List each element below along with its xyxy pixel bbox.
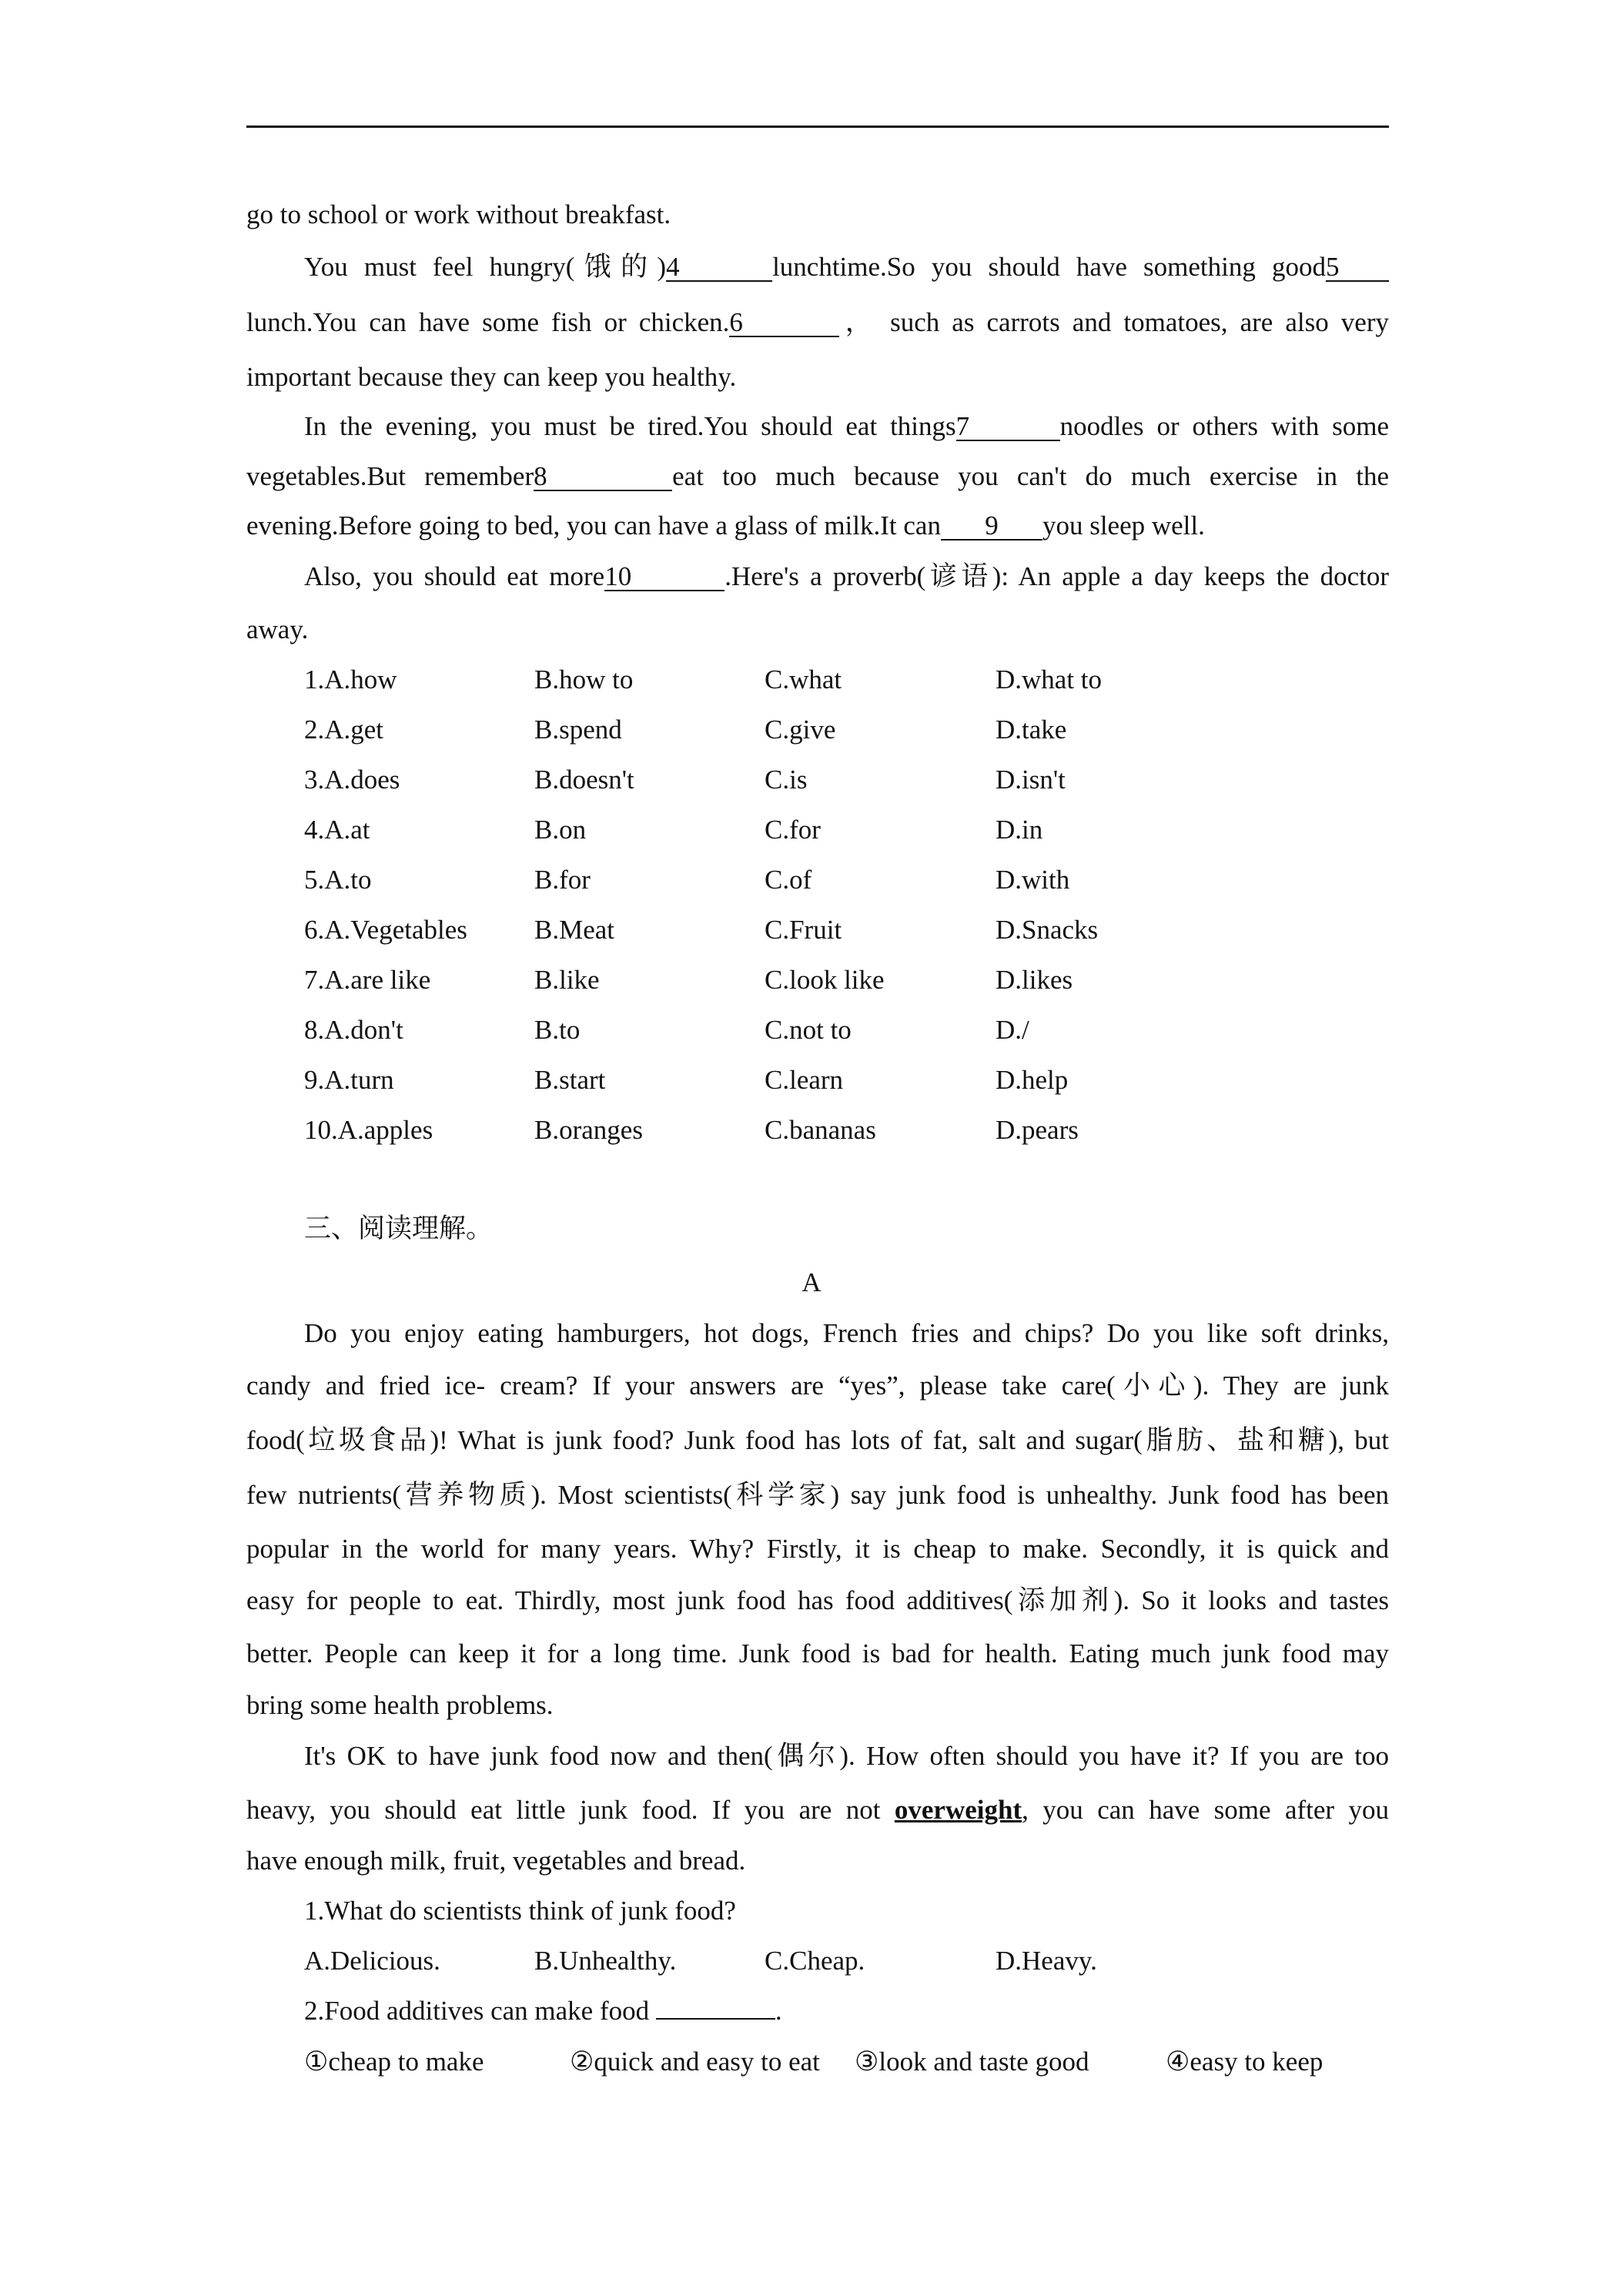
option-text: C.bananas [765, 1115, 876, 1145]
option-text: B.how to [534, 664, 634, 694]
option-text: B.start [534, 1065, 606, 1095]
option-text: C.Fruit [765, 915, 842, 945]
passage-line: go to school or work without breakfast. [246, 199, 671, 229]
question-2-option: ④easy to keep [1166, 2047, 1323, 2077]
passage-line: candy and fried ice- cream? If your answers are “yes”, please take care(小心). They are junk [246, 1371, 1389, 1401]
option-text: B.Meat [534, 915, 615, 945]
option-text: 8.A.don't [304, 1015, 403, 1045]
text: ， such as carrots and tomatoes, are also very [839, 307, 1389, 337]
option-text: B.oranges [534, 1115, 643, 1145]
passage-line [246, 508, 1205, 544]
question-2-option: ②quick and easy to eat [570, 2047, 820, 2077]
text: lunchtime.So you should have something good [772, 252, 1326, 282]
option-text: 10.A.apples [304, 1115, 433, 1145]
option-text: 9.A.turn [304, 1065, 394, 1095]
option-text: D.likes [996, 965, 1073, 995]
option-text: C.what [765, 664, 842, 694]
option-text: D.with [996, 865, 1070, 895]
text: vegetables.But remember [246, 461, 534, 491]
answer-blank [656, 2018, 775, 2020]
passage-line: better. People can keep it for a long time. Junk food is bad for health. Eating much junk food may [246, 1638, 1389, 1668]
passage-line: It's OK to have junk food now and then(偶尔). How often should you have it? If you are too [304, 1741, 1389, 1771]
passage-line: food(垃圾食品)! What is junk food? Junk food has lots of fat, salt and sugar(脂肪、盐和糖), but [246, 1425, 1389, 1455]
text: lunch.You can have some fish or chicken. [246, 307, 730, 337]
option-text: C.is [765, 765, 808, 795]
passage-line [246, 1792, 1389, 1828]
passage-line: away. [246, 614, 309, 644]
passage-line [304, 249, 1389, 285]
option-text: B.on [534, 815, 587, 845]
option-text: 7.A.are like [304, 965, 431, 995]
option-text: D./ [996, 1015, 1029, 1045]
blank-7: 7 [956, 413, 1060, 441]
option-text: B.for [534, 865, 591, 895]
text: eat too much because you can't do much exercise in the [672, 461, 1389, 491]
underlined-word: overweight [894, 1795, 1022, 1825]
text: You must feel hungry(饿的) [304, 252, 667, 282]
option-text: C.of [765, 865, 812, 895]
option-text: 2.A.get [304, 715, 384, 745]
header-rule [246, 126, 1389, 128]
passage-line: easy for people to eat. Thirdly, most junk food has food additives(添加剂). So it looks and tastes [246, 1585, 1389, 1615]
option-text: C.give [765, 715, 836, 745]
option-text: C.look like [765, 965, 885, 995]
passage-line: few nutrients(营养物质). Most scientists(科学家) say junk food is unhealthy. Junk food has been [246, 1480, 1389, 1510]
passage-line: have enough milk, fruit, vegetables and bread. [246, 1846, 746, 1876]
option-text: B.like [534, 965, 600, 995]
option-text: D.pears [996, 1115, 1079, 1145]
question-2 [304, 1993, 782, 2029]
text: Also, you should eat more [304, 561, 605, 591]
passage-title: A [801, 1267, 822, 1297]
blank-8: 8 [534, 464, 672, 491]
text: In the evening, you must be tired.You should eat things [304, 411, 956, 441]
question-1-option: C.Cheap. [765, 1946, 865, 1976]
passage-line: Do you enjoy eating hamburgers, hot dogs, French fries and chips? Do you like soft drinks, [304, 1318, 1389, 1348]
blank-10: 10 [604, 564, 724, 591]
option-text: D.what to [996, 664, 1103, 694]
question-2-option: ①cheap to make [304, 2047, 484, 2077]
option-text: B.doesn't [534, 765, 634, 795]
option-text: B.to [534, 1015, 581, 1045]
passage-line [246, 459, 1389, 494]
text: noodles or others with some [1059, 411, 1389, 441]
passage-line [304, 409, 1389, 444]
option-text: 3.A.does [304, 765, 400, 795]
option-text: C.learn [765, 1065, 844, 1095]
option-text: 1.A.how [304, 664, 397, 694]
option-text: D.take [996, 715, 1067, 745]
option-text: 6.A.Vegetables [304, 915, 467, 945]
text: evening.Before going to bed, you can have a glass of milk.It can [246, 510, 941, 541]
blank-9: 9 [941, 513, 1042, 541]
text: heavy, you should eat little junk food. If you are not [246, 1795, 881, 1825]
option-text: D.help [996, 1065, 1069, 1095]
option-text: C.for [765, 815, 821, 845]
option-text: D.isn't [996, 765, 1066, 795]
blank-5: 5 [1326, 254, 1389, 282]
question-1-option: A.Delicious. [304, 1946, 440, 1976]
question-2-option: ③look and taste good [855, 2047, 1089, 2077]
passage-line: popular in the world for many years. Why? Firstly, it is cheap to make. Secondly, it is quick and [246, 1534, 1389, 1564]
blank-6: 6 [729, 310, 839, 337]
passage-line [304, 559, 1389, 594]
question-1-option: B.Unhealthy. [534, 1946, 677, 1976]
blank-4: 4 [666, 254, 772, 282]
text: you sleep well. [1042, 510, 1205, 541]
question-1: 1.What do scientists think of junk food? [304, 1896, 736, 1926]
passage-line: bring some health problems. [246, 1690, 554, 1720]
option-text: D.in [996, 815, 1043, 845]
passage-line: important because they can keep you healthy. [246, 362, 737, 392]
option-text: B.spend [534, 715, 622, 745]
text: 2.Food additives can make food [304, 1996, 650, 2026]
question-1-option: D.Heavy. [996, 1946, 1097, 1976]
text: .Here's a proverb(谚语): An apple a day keeps the doctor [724, 561, 1389, 591]
option-text: 4.A.at [304, 815, 370, 845]
text: . [775, 1996, 782, 2026]
text: , you can have some after you [1022, 1795, 1390, 1825]
option-text: D.Snacks [996, 915, 1099, 945]
section-heading: 三、阅读理解。 [304, 1213, 494, 1243]
passage-line [246, 305, 1389, 340]
option-text: C.not to [765, 1015, 852, 1045]
option-text: 5.A.to [304, 865, 372, 895]
